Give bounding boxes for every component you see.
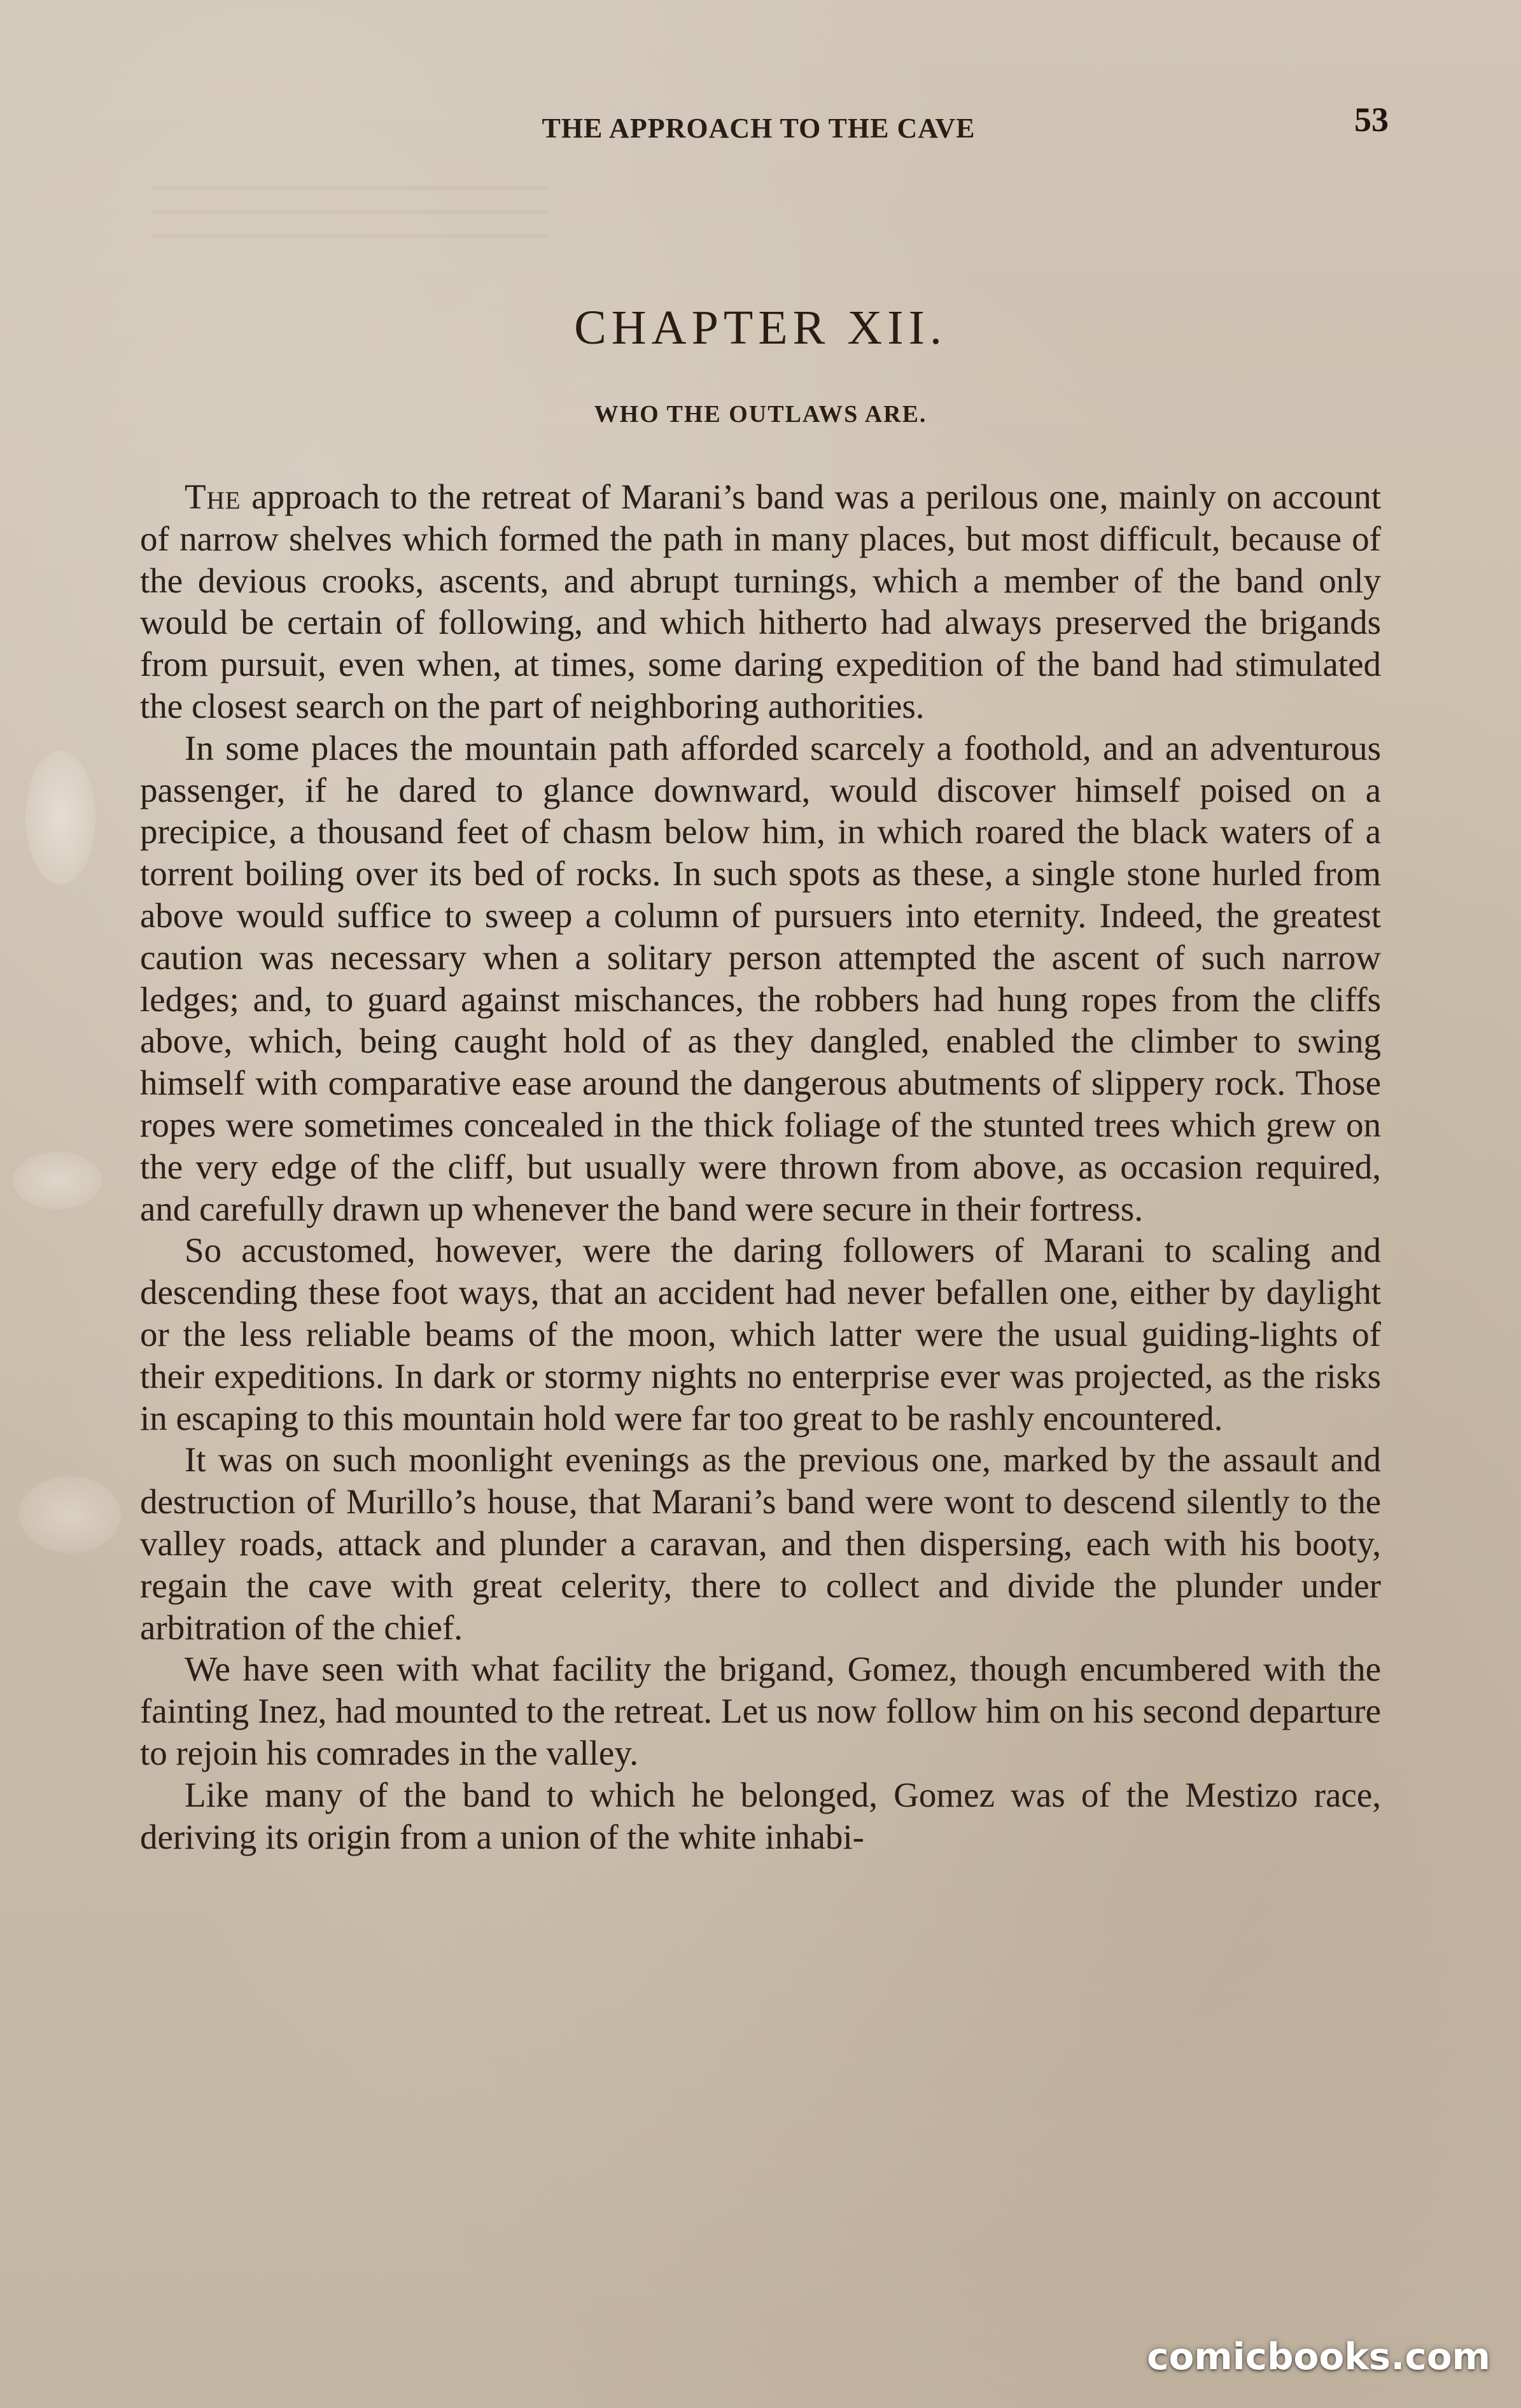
page-stain [19, 1476, 121, 1553]
paragraph [140, 476, 1381, 727]
paragraph-text: It was on such moonlight evenings as the previous one, marked by the assault and destruction of Murillo’s house, that Marani’s band were wont to descend silently to the valley roads, attack and plunder a caravan, and then dispersing, each with his booty, regain the cave with great celerity, there to collect and divide the plunder under arbitration of the chief. [140, 1440, 1381, 1647]
lead-word: The [185, 477, 241, 516]
paragraph [140, 1648, 1381, 1774]
page-stain [13, 1152, 102, 1209]
running-head: THE APPROACH TO THE CAVE [542, 113, 976, 144]
paragraph-text: We have seen with what facility the brigand, Gomez, though encumbered with the fainting Inez, had mounted to the retreat. Let us now follow him on his second departure to rejoin his comrades in the valley. [140, 1649, 1381, 1772]
paragraph [140, 1439, 1381, 1648]
chapter-title: CHAPTER XII. [574, 301, 947, 354]
paragraph [140, 1229, 1381, 1439]
paragraph [140, 1774, 1381, 1858]
source-watermark: comicbooks.com [1147, 2335, 1490, 2378]
page-number: 53 [1354, 101, 1389, 139]
body-text [140, 476, 1381, 1858]
paragraph [140, 727, 1381, 1230]
paragraph-text: So accustomed, however, were the daring followers of Marani to scaling and descending these foot ways, that an accident had never befallen one, either by daylight or the less reliable beams of the moon, which latter were the usual guiding-lights of their expeditions. In dark or stormy nights no enterprise ever was projected, as the risks in escaping to this mountain hold were far too great to be rashly encountered. [140, 1231, 1381, 1438]
paragraph-text: Like many of the band to which he belonged, Gomez was of the Mestizo race, deriving its origin from a union of the white inhabi- [140, 1775, 1381, 1856]
paragraph-text: In some places the mountain path afforded scarcely a foothold, and an adventurous passenger, if he dared to glance downward, would discover himself poised on a precipice, a thousand feet of chasm below him, in which roared the black waters of a torrent boiling over its bed of rocks. In such spots as these, a single stone hurled from above would suffice to sweep a column of pursuers into eternity. Indeed, the greatest caution was necessary when a solitary person attempted the ascent of such narrow ledges; and, to guard against mischances, the robbers had hung ropes from the cliffs above, which, being caught hold of as they dangled, enabled the climber to swing himself with comparative ease around the dangerous abutments of slippery rock. Those ropes were sometimes concealed in the thick foliage of the stunted trees which grew on the very edge of the cliff, but usually were thrown from above, as occasion required, and carefully drawn up whenever the band were secure in their fortress. [140, 728, 1381, 1228]
page-stain [25, 751, 95, 885]
paragraph-text: approach to the retreat of Marani’s band was a perilous one, mainly on account of narrow shelves which formed the path in many places, but most difficult, because of the devious crooks, ascents, and abrupt turnings, which a member of the band only would be certain of following, and which hitherto had always preserved the brigands from pursuit, even when, at times, some daring expedition of the band had stimulated the closest search on the part of neighboring authorities. [140, 477, 1382, 725]
chapter-subtitle: WHO THE OUTLAWS ARE. [594, 401, 927, 428]
bleed-through-text [153, 186, 547, 256]
